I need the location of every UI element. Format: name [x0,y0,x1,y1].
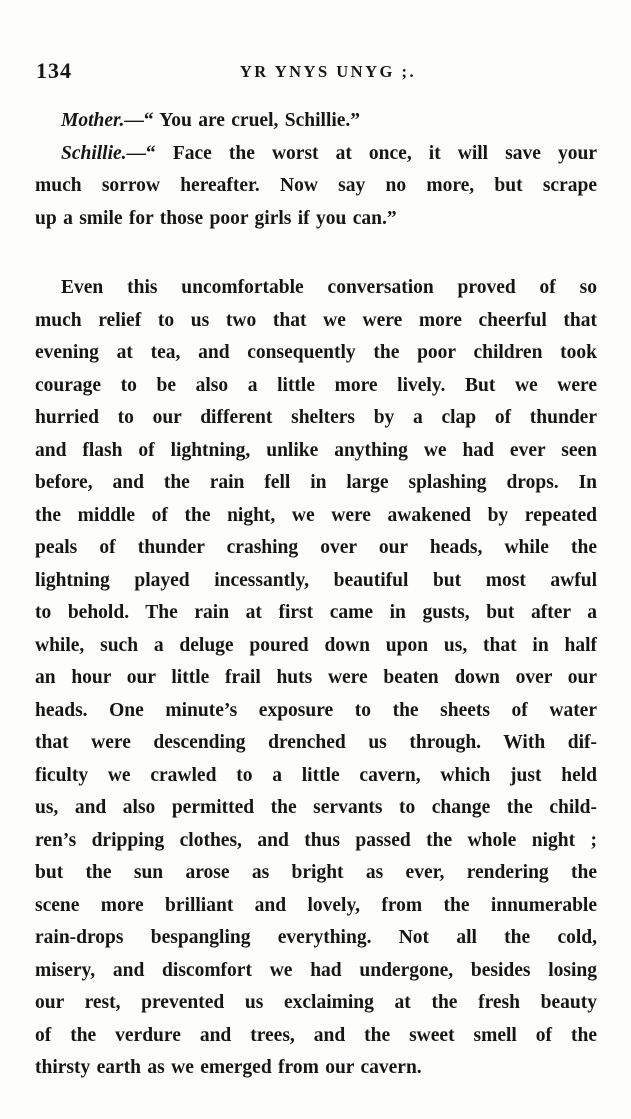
paragraph [35,138,597,236]
running-title: YR YNYS UNYG ;. [239,62,417,81]
text-line: while, such a deluge poured down upon us, that in half [35,634,597,656]
text-line: us, and also permitted the servants to change the child- [35,797,597,818]
text-line: and flash of lightning, unlike anything we had ever seen [35,439,597,461]
text-line: courage to be also a little more lively. But we were [35,374,597,396]
paragraph [35,272,597,1085]
text-line: thirsty earth as we emerged from our cavern. [35,1057,422,1078]
text-line: our rest, prevented us exclaiming at the fresh beauty [35,992,597,1013]
text-line: the middle of the night, we were awakened by repeated [35,504,597,526]
page-content [35,58,597,1085]
text-line: much relief to us two that we were more cheerful that [35,309,597,331]
text-line: an hour our little frail huts were beaten down over our [35,667,597,688]
text-line: Even this uncomfortable conversation proved of so [61,277,597,298]
text-line: that were descending drenched us through. With dif- [35,732,597,753]
text-line: peals of thunder crashing over our heads, while the [35,537,597,558]
paragraph [35,105,597,138]
text-line: of the verdure and trees, and the sweet smell of the [35,1024,597,1046]
text-line: Mother.—“ You are cruel, Schillie.” [61,110,361,131]
text-line: rain-drops bespangling everything. Not all the cold, [35,927,597,948]
page-number: 134 [36,58,72,83]
text-line: lightning played incessantly, beautiful but most awful [35,569,597,591]
text-line: before, and the rain fell in large splashing drops. In [35,472,597,493]
text-line: evening at tea, and consequently the poor children took [35,342,597,363]
speaker-name: Schillie. [61,142,127,164]
text-line: much sorrow hereafter. Now say no more, but scrape [35,175,597,196]
page-header [35,58,597,84]
text-line: hurried to our different shelters by a clap of thunder [35,407,597,428]
text-line: to behold. The rain at first came in gusts, but after a [35,602,597,623]
text-block [35,105,597,1085]
text-line: up a smile for those poor girls if you can.” [35,207,397,229]
text-line: heads. One minute’s exposure to the sheets of water [35,699,597,721]
text-line: Schillie.—“ Face the worst at once, it will save your [61,142,597,164]
text-line: ren’s dripping clothes, and thus passed the whole night ; [35,829,597,851]
text-line: but the sun arose as bright as ever, rendering the [35,862,597,883]
text-line: ficulty we crawled to a little cavern, which just held [35,764,597,786]
speaker-name: Mother. [61,110,125,131]
text-line: scene more brilliant and lovely, from the innumerable [35,894,597,916]
text-line: misery, and discomfort we had undergone, besides losing [35,959,597,981]
